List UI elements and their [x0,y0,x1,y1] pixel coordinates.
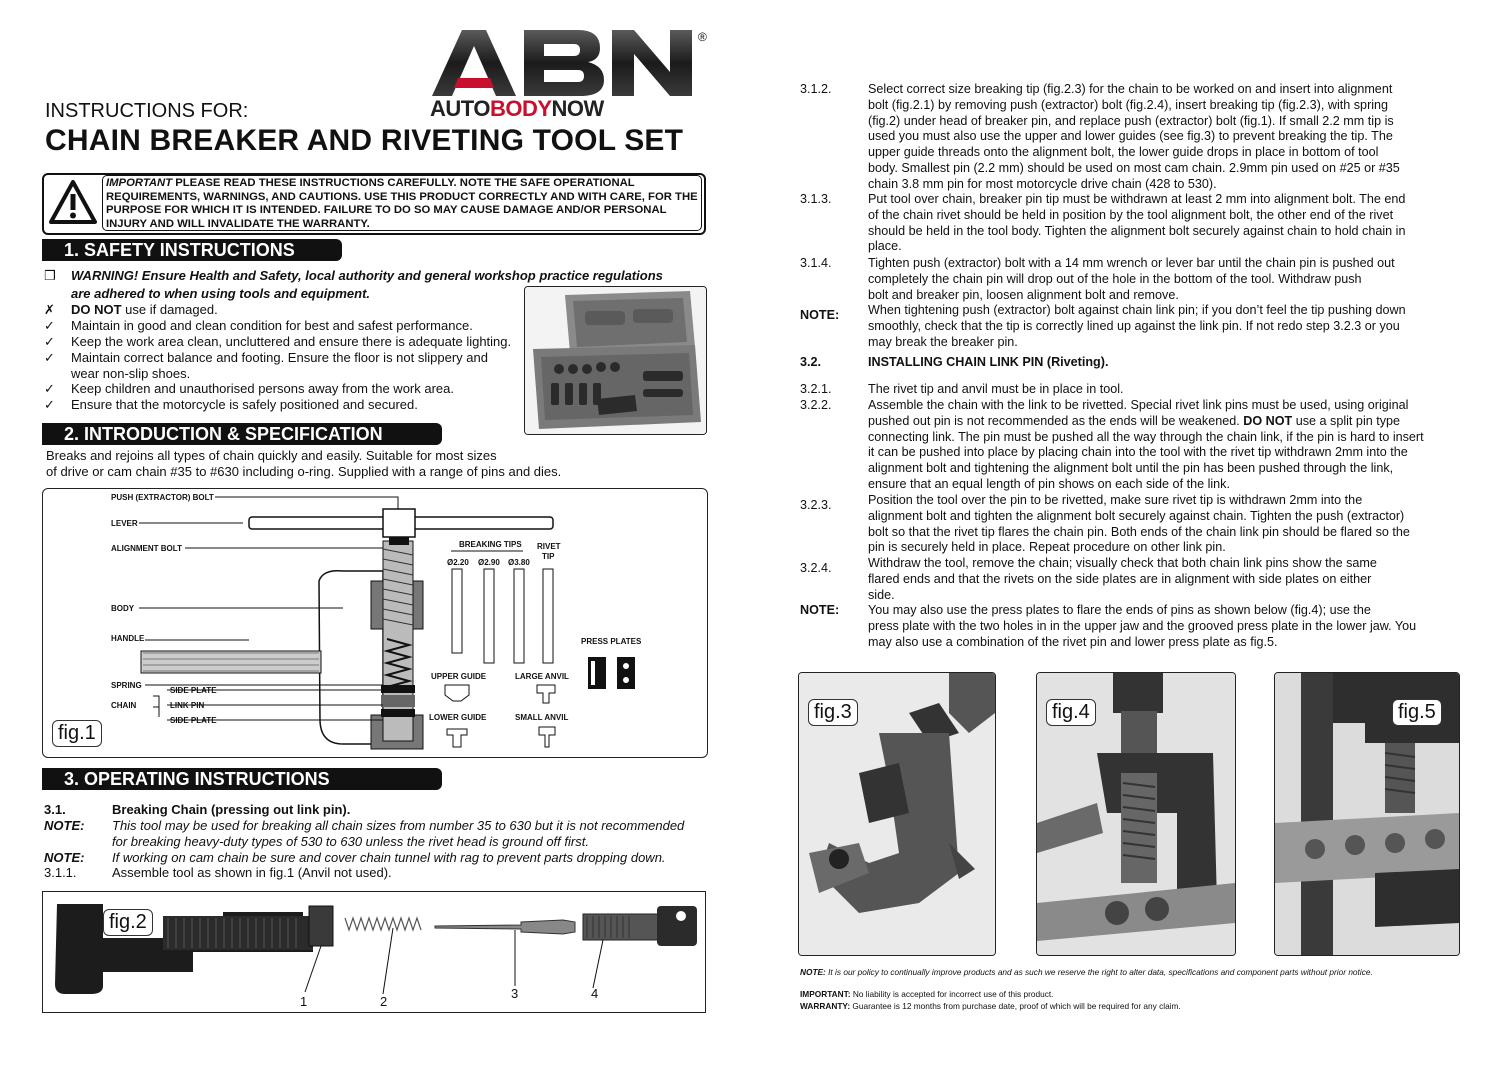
fig1-label: fig.1 [52,720,102,747]
fig2-callout-2: 2 [380,994,388,1009]
fig1-breaking-tips-label: BREAKING TIPS [459,540,522,549]
fig1-chain-label: CHAIN [111,701,137,710]
operating-row: NOTE: If working on cam chain be sure and cover chain tunnel with rag to prevent parts dropping down. [44,850,666,865]
tool-case-photo [524,286,707,435]
note-2: NOTE: You may also use the press plates to flare the ends of pins as shown below (fig.4); use the press plate with the two holes in in the upper jaw and the grooved press plate in the lower jaw. You may also use a combination of the rivet pin and lower press plate as fig.5. [800,603,1417,649]
page-title: CHAIN BREAKER AND RIVETING TOOL SET [45,124,684,157]
operating-row: NOTE: This tool may be used for breaking all chain sizes from number 35 to 630 but it is not recommended [44,818,685,833]
section-safety-heading: 1. SAFETY INSTRUCTIONS [42,239,342,261]
warning-text: IMPORTANT PLEASE READ THESE INSTRUCTIONS CAREFULLY. NOTE THE SAFE OPERATIONAL REQUIREMENTS, WARNINGS, AND CAUTIONS. USE THIS PRODUCT CORRECTLY AND WITH CARE, FOR THE PURPOSE FOR WHICH IT IS INTENDED. FAILURE TO DO SO MAY CAUSE DAMAGE AND/OR PERSONAL INJURY AND WILL INVALIDATE THE WARRANTY. [106,177,698,231]
footer-warranty: WARRANTY: Guarantee is 12 months from purchase date, proof of which will be required for any claim. [800,1001,1181,1011]
fig1-upper-guide-label: UPPER GUIDE [431,672,487,681]
abn-logo [428,26,696,98]
operating-row: for breaking heavy-duty types of 530 to 630 unless the rivet head is ground off first. [112,834,589,849]
fig5-label: fig.5 [1392,699,1442,726]
fig1-small-anvil-label: SMALL ANVIL [515,713,569,722]
fig1-push-bolt-label: PUSH (EXTRACTOR) BOLT [111,493,214,502]
fig1-tip-1-label: Ø2.20 [447,558,469,567]
fig1-spring-label: SPRING [111,681,142,690]
fig4-label: fig.4 [1046,699,1096,726]
logo-subtitle: AUTOBODYNOW [430,96,604,121]
step-3-1-2: 3.1.2. Select correct size breaking tip (fig.2.3) for the chain to be worked on and insert into alignment bolt (fig.2.1) by removing push (extractor) bolt (fig.2.4), insert breaking tip (fig.2.3), with spring (fig.2) under head of breaker pin, and replace push (extractor) bolt (fig.1). If small 2.2 mm tip is used you must also use the upper and lower guides (see fig.3) to prevent breaking the tip. The upper guide threads onto the alignment bolt, the lower guide drops in place in bottom of tool body. Smallest pin (2.2 mm) should be used on most cam chain. 2.9mm pin used on #25 or #35 chain 3.8 mm pin for most motorcycle drive chain (428 to 530). [800,82,1400,191]
fig1-lower-guide-label: LOWER GUIDE [429,713,487,722]
fig1-alignment-bolt-label: ALIGNMENT BOLT [111,544,182,553]
fig1-large-anvil-label: LARGE ANVIL [515,672,569,681]
section-intro-heading: 2. INTRODUCTION & SPECIFICATION [42,423,442,445]
operating-row: 3.1.1. Assemble tool as shown in fig.1 (Anvil not used). [44,865,392,880]
fig1-press-plates-label: PRESS PLATES [581,637,642,646]
step-3-1-4: 3.1.4. Tighten push (extractor) bolt with a 14 mm wrench or lever bar until the chain pin is pushed out completely the chain pin will drop out of the hole in the bottom of the tool. Withdraw push bolt and breaker pin, loosen alignment bolt and remove. [800,256,1395,302]
fig1-handle-label: HANDLE [111,634,145,643]
operating-row: 3.1. Breaking Chain (pressing out link pin). [44,802,351,817]
section-operating-heading: 3. OPERATING INSTRUCTIONS [42,768,442,790]
note-1: NOTE: When tightening push (extractor) bolt against chain link pin; if you don’t feel the tip pushing down smoothly, check that the tip is correctly lined up against the link pin. If not redo step 3.2.3 or you may break the breaker pin. [800,303,1406,349]
fig1-side-plate-1-label: SIDE PLATE [170,686,217,695]
step-3-2-1: 3.2.1. The rivet tip and anvil must be in place in tool. [800,382,1124,396]
fig1-diagram [43,489,705,755]
fig2-callout-3: 3 [511,986,519,1001]
warning-triangle-icon [48,179,98,225]
section-3-2-heading: 3.2. INSTALLING CHAIN LINK PIN (Riveting). [800,355,1109,369]
fig1-tip-label: TIP [542,552,555,561]
fig1-link-pin-label: LINK PIN [170,701,205,710]
fig2-label: fig.2 [103,909,153,936]
fig1-tip-3-label: Ø3.80 [508,558,530,567]
fig1-tip-2-label: Ø2.90 [478,558,500,567]
step-3-2-3: 3.2.3. Position the tool over the pin to be rivetted, make sure rivet tip is withdrawn 2mm into the alignment bolt and tighten the alignment bolt securely against chain. Tighten the push (extractor) bolt so that the rivet tip flares the chain pin. Both ends of the chain link pin should be flared so the pin is securely held in place. Repeat procedure on other link pin. [800,493,1410,555]
fig1-rivet-label: RIVET [537,542,561,551]
step-3-2-4: 3.2.4. Withdraw the tool, remove the chain; visually check that both chain link pins show the same flared ends and that the rivets on the side plates are in alignment with side plates on either side. [800,556,1377,602]
intro-line-2: of drive or cam chain #35 to #630 including o-ring. Supplied with a range of pins and dies. [46,464,562,479]
fig1-lever-label: LEVER [111,519,138,528]
fig2-callout-4: 4 [591,986,599,1001]
step-3-1-3: 3.1.3. Put tool over chain, breaker pin tip must be withdrawn at least 2 mm into alignment bolt. The end of the chain rivet should be held in position by the tool alignment bolt, the other end of the rivet should be held in the tool body. Tighten the alignment bolt securely against chain to hold chain in place. [800,192,1406,254]
registered-mark: ® [698,30,707,44]
footer-important: IMPORTANT: No liability is accepted for incorrect use of this product. [800,989,1054,999]
fig1-side-plate-2-label: SIDE PLATE [170,716,217,725]
instructions-for-label: INSTRUCTIONS FOR: [45,100,249,122]
intro-line-1: Breaks and rejoins all types of chain quickly and easily. Suitable for most sizes [46,448,497,463]
footer-note: NOTE: It is our policy to continually improve products and as such we reserve the right to alter data, specifications and component parts without prior notice. [800,967,1373,977]
fig2-callout-1: 1 [300,994,308,1009]
step-3-2-2: 3.2.2. Assemble the chain with the link to be rivetted. Special rivet link pins must be used, using original pushed out pin is not recommended as the ends will be weakened. DO NOT use a split pin type connecting link. The pin must be pushed all the way through the chain link, if the pin is hard to insert it can be pushed into place by placing chain into the tool with the rivet tip withdrawn 2mm into the alignment bolt and tightening the alignment bolt until the pin has been pushed through the link, ensure that an equal length of pin shows on each side of the link. [800,398,1424,491]
fig3-label: fig.3 [808,699,858,726]
fig1-body-label: BODY [111,604,135,613]
